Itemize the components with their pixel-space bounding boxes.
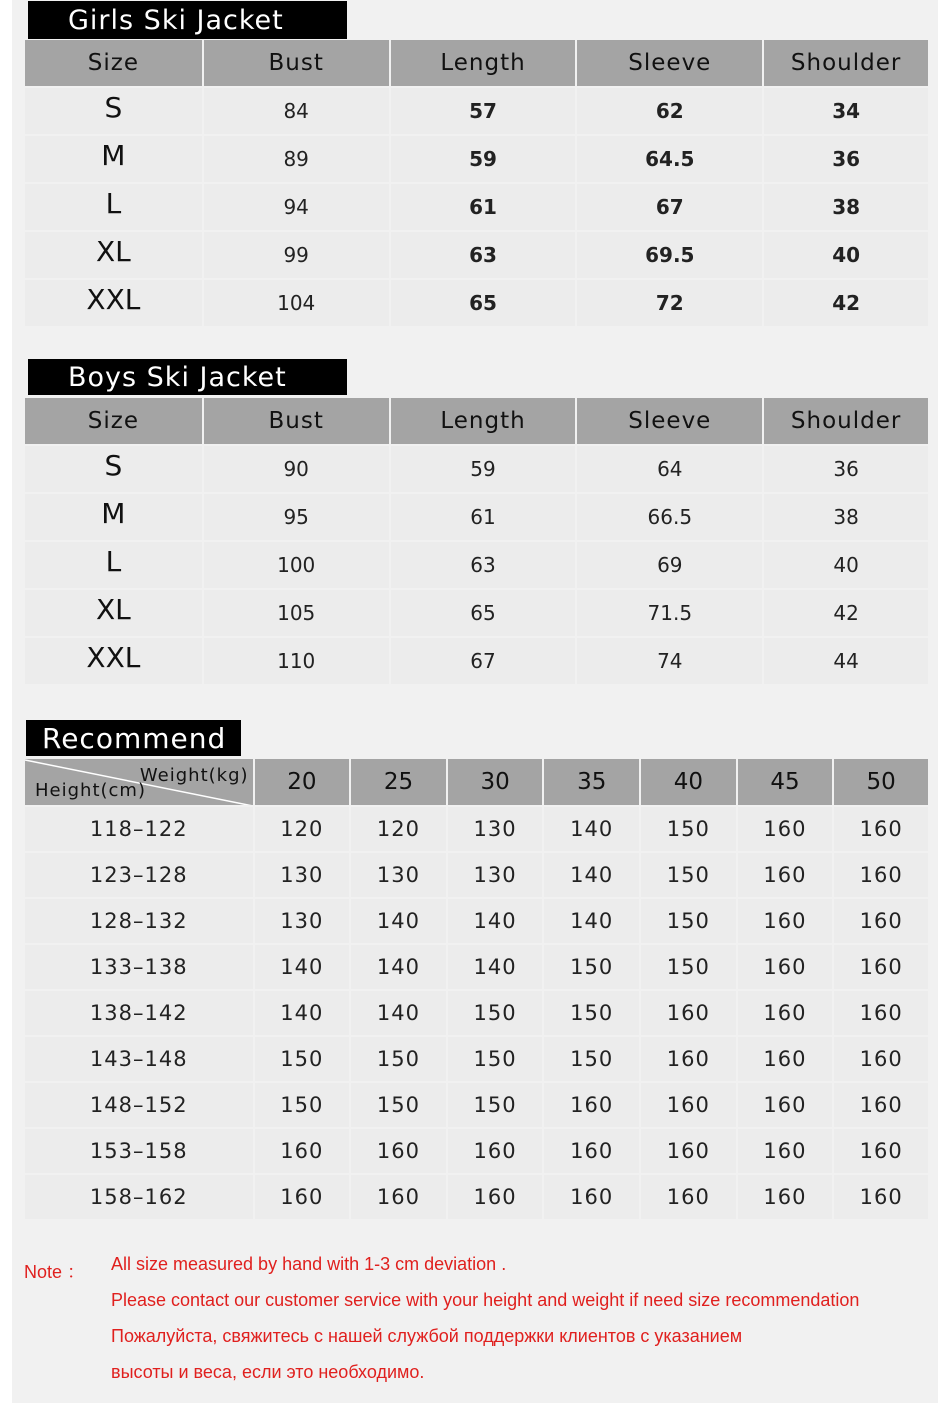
weight-height-corner-cell <box>25 759 253 805</box>
table-row <box>25 280 928 326</box>
table-row <box>25 1129 928 1173</box>
girls-header-length: Length <box>391 40 576 86</box>
recommended-size-cell: 160 <box>641 1129 736 1173</box>
shoulder-cell: 38 <box>764 184 928 230</box>
height-range-cell: 153–158 <box>25 1129 253 1173</box>
recommended-size-cell: 150 <box>641 899 736 943</box>
size-cell: M <box>25 136 202 182</box>
table-row <box>25 1175 928 1219</box>
bust-cell: 105 <box>204 590 389 636</box>
length-cell: 59 <box>391 136 576 182</box>
size-cell: L <box>25 542 202 588</box>
recommended-size-cell: 150 <box>351 1037 446 1081</box>
recommend-title: Recommend <box>42 721 227 755</box>
height-range-cell: 123–128 <box>25 853 253 897</box>
size-cell: M <box>25 494 202 540</box>
recommended-size-cell: 160 <box>738 807 833 851</box>
table-row <box>25 446 928 492</box>
recommended-size-cell: 150 <box>448 1037 543 1081</box>
table-row <box>25 232 928 278</box>
recommend-title-bar <box>26 720 241 756</box>
recommended-size-cell: 120 <box>351 807 446 851</box>
recommended-size-cell: 160 <box>738 853 833 897</box>
note-line: Пожалуйста, свяжитесь с нашей службой поддержки клиентов с указанием <box>111 1326 743 1346</box>
boys-size-table <box>23 396 930 686</box>
size-cell: XXL <box>25 638 202 684</box>
recommended-size-cell: 160 <box>834 853 928 897</box>
weight-header: 50 <box>834 759 928 805</box>
recommended-size-cell: 160 <box>834 1037 928 1081</box>
length-cell: 61 <box>391 184 576 230</box>
shoulder-cell: 38 <box>764 494 928 540</box>
height-range-cell: 118–122 <box>25 807 253 851</box>
recommended-size-cell: 150 <box>255 1083 350 1127</box>
recommended-size-cell: 140 <box>544 853 639 897</box>
recommended-size-cell: 130 <box>255 853 350 897</box>
recommended-size-cell: 160 <box>544 1129 639 1173</box>
recommended-size-cell: 150 <box>641 945 736 989</box>
girls-title-bar <box>28 1 347 39</box>
shoulder-cell: 34 <box>764 88 928 134</box>
girls-header-size: Size <box>25 40 202 86</box>
boys-header-bust: Bust <box>204 398 389 444</box>
bust-cell: 100 <box>204 542 389 588</box>
recommended-size-cell: 160 <box>834 899 928 943</box>
recommended-size-cell: 140 <box>544 899 639 943</box>
table-row <box>25 494 928 540</box>
bust-cell: 84 <box>204 88 389 134</box>
table-row <box>25 136 928 182</box>
size-cell: S <box>25 446 202 492</box>
note-line: высоты и веса, если это необходимо. <box>111 1362 425 1382</box>
size-chart-page <box>12 0 938 1403</box>
table-row <box>25 590 928 636</box>
weight-header: 30 <box>448 759 543 805</box>
boys-header-shoulder: Shoulder <box>764 398 928 444</box>
weight-header: 40 <box>641 759 736 805</box>
boys-header-sleeve: Sleeve <box>577 398 762 444</box>
recommended-size-cell: 160 <box>738 1175 833 1219</box>
bust-cell: 110 <box>204 638 389 684</box>
boys-header-row <box>25 398 928 444</box>
height-range-cell: 148–152 <box>25 1083 253 1127</box>
recommended-size-cell: 160 <box>641 1083 736 1127</box>
length-cell: 61 <box>391 494 576 540</box>
shoulder-cell: 42 <box>764 590 928 636</box>
recommended-size-cell: 160 <box>834 1129 928 1173</box>
size-cell: XL <box>25 590 202 636</box>
recommended-size-cell: 140 <box>351 945 446 989</box>
table-row <box>25 638 928 684</box>
recommended-size-cell: 150 <box>351 1083 446 1127</box>
table-row <box>25 1037 928 1081</box>
recommend-header-row <box>25 759 928 805</box>
size-cell: S <box>25 88 202 134</box>
sleeve-cell: 69.5 <box>577 232 762 278</box>
girls-header-row <box>25 40 928 86</box>
bust-cell: 90 <box>204 446 389 492</box>
recommended-size-cell: 140 <box>351 991 446 1035</box>
recommended-size-cell: 160 <box>255 1175 350 1219</box>
recommended-size-cell: 160 <box>738 1083 833 1127</box>
shoulder-cell: 40 <box>764 232 928 278</box>
recommended-size-cell: 160 <box>738 991 833 1035</box>
table-row <box>25 945 928 989</box>
bust-cell: 89 <box>204 136 389 182</box>
girls-header-sleeve: Sleeve <box>577 40 762 86</box>
recommended-size-cell: 150 <box>544 1037 639 1081</box>
recommended-size-cell: 140 <box>255 945 350 989</box>
size-cell: XXL <box>25 280 202 326</box>
sleeve-cell: 72 <box>577 280 762 326</box>
table-row <box>25 1083 928 1127</box>
recommended-size-cell: 160 <box>834 945 928 989</box>
recommend-table <box>23 757 930 1221</box>
height-range-cell: 138–142 <box>25 991 253 1035</box>
recommended-size-cell: 160 <box>738 1037 833 1081</box>
recommended-size-cell: 160 <box>834 807 928 851</box>
bust-cell: 104 <box>204 280 389 326</box>
recommended-size-cell: 140 <box>448 899 543 943</box>
recommended-size-cell: 160 <box>544 1083 639 1127</box>
sleeve-cell: 74 <box>577 638 762 684</box>
table-row <box>25 807 928 851</box>
recommended-size-cell: 130 <box>448 807 543 851</box>
length-cell: 63 <box>391 542 576 588</box>
recommended-size-cell: 150 <box>448 1083 543 1127</box>
length-cell: 59 <box>391 446 576 492</box>
height-range-cell: 133–138 <box>25 945 253 989</box>
recommended-size-cell: 160 <box>641 1037 736 1081</box>
boys-title: Boys Ski Jacket <box>68 361 287 393</box>
recommended-size-cell: 140 <box>544 807 639 851</box>
table-row <box>25 899 928 943</box>
girls-title: Girls Ski Jacket <box>68 4 284 36</box>
recommended-size-cell: 160 <box>448 1129 543 1173</box>
sleeve-cell: 69 <box>577 542 762 588</box>
sleeve-cell: 67 <box>577 184 762 230</box>
note-line: Please contact our customer service with your height and weight if need size recommendation <box>111 1290 860 1310</box>
height-range-cell: 143–148 <box>25 1037 253 1081</box>
recommended-size-cell: 140 <box>448 945 543 989</box>
length-cell: 63 <box>391 232 576 278</box>
bust-cell: 94 <box>204 184 389 230</box>
recommended-size-cell: 160 <box>351 1175 446 1219</box>
sleeve-cell: 64 <box>577 446 762 492</box>
shoulder-cell: 36 <box>764 136 928 182</box>
recommended-size-cell: 150 <box>641 807 736 851</box>
recommended-size-cell: 160 <box>448 1175 543 1219</box>
recommended-size-cell: 160 <box>641 991 736 1035</box>
recommended-size-cell: 160 <box>738 1129 833 1173</box>
bust-cell: 99 <box>204 232 389 278</box>
size-cell: XL <box>25 232 202 278</box>
boys-title-bar <box>28 359 347 395</box>
weight-label: Weight(kg) <box>139 765 249 786</box>
length-cell: 57 <box>391 88 576 134</box>
recommended-size-cell: 160 <box>738 945 833 989</box>
length-cell: 67 <box>391 638 576 684</box>
note-line: All size measured by hand with 1-3 cm deviation . <box>111 1254 507 1274</box>
size-cell: L <box>25 184 202 230</box>
recommended-size-cell: 150 <box>641 853 736 897</box>
recommended-size-cell: 120 <box>255 807 350 851</box>
note-label: Note ： <box>24 1262 86 1282</box>
recommended-size-cell: 140 <box>255 991 350 1035</box>
weight-header: 45 <box>738 759 833 805</box>
girls-header-bust: Bust <box>204 40 389 86</box>
recommended-size-cell: 160 <box>544 1175 639 1219</box>
table-row <box>25 88 928 134</box>
recommended-size-cell: 150 <box>544 945 639 989</box>
height-label: Height(cm) <box>35 780 146 801</box>
recommended-size-cell: 150 <box>255 1037 350 1081</box>
sleeve-cell: 71.5 <box>577 590 762 636</box>
sleeve-cell: 64.5 <box>577 136 762 182</box>
recommended-size-cell: 160 <box>738 899 833 943</box>
recommended-size-cell: 160 <box>834 991 928 1035</box>
recommended-size-cell: 150 <box>544 991 639 1035</box>
recommended-size-cell: 130 <box>255 899 350 943</box>
recommended-size-cell: 160 <box>641 1175 736 1219</box>
recommended-size-cell: 160 <box>351 1129 446 1173</box>
sleeve-cell: 66.5 <box>577 494 762 540</box>
bust-cell: 95 <box>204 494 389 540</box>
weight-header: 20 <box>255 759 350 805</box>
recommended-size-cell: 150 <box>448 991 543 1035</box>
shoulder-cell: 42 <box>764 280 928 326</box>
shoulder-cell: 36 <box>764 446 928 492</box>
shoulder-cell: 44 <box>764 638 928 684</box>
recommended-size-cell: 130 <box>448 853 543 897</box>
table-row <box>25 853 928 897</box>
sleeve-cell: 62 <box>577 88 762 134</box>
length-cell: 65 <box>391 590 576 636</box>
recommended-size-cell: 140 <box>351 899 446 943</box>
table-row <box>25 184 928 230</box>
girls-header-shoulder: Shoulder <box>764 40 928 86</box>
weight-header: 25 <box>351 759 446 805</box>
table-row <box>25 991 928 1035</box>
table-row <box>25 542 928 588</box>
recommended-size-cell: 160 <box>834 1083 928 1127</box>
length-cell: 65 <box>391 280 576 326</box>
height-range-cell: 128–132 <box>25 899 253 943</box>
boys-header-length: Length <box>391 398 576 444</box>
shoulder-cell: 40 <box>764 542 928 588</box>
recommended-size-cell: 160 <box>834 1175 928 1219</box>
height-range-cell: 158–162 <box>25 1175 253 1219</box>
weight-header: 35 <box>544 759 639 805</box>
recommended-size-cell: 160 <box>255 1129 350 1173</box>
boys-header-size: Size <box>25 398 202 444</box>
girls-size-table <box>23 38 930 328</box>
recommended-size-cell: 130 <box>351 853 446 897</box>
